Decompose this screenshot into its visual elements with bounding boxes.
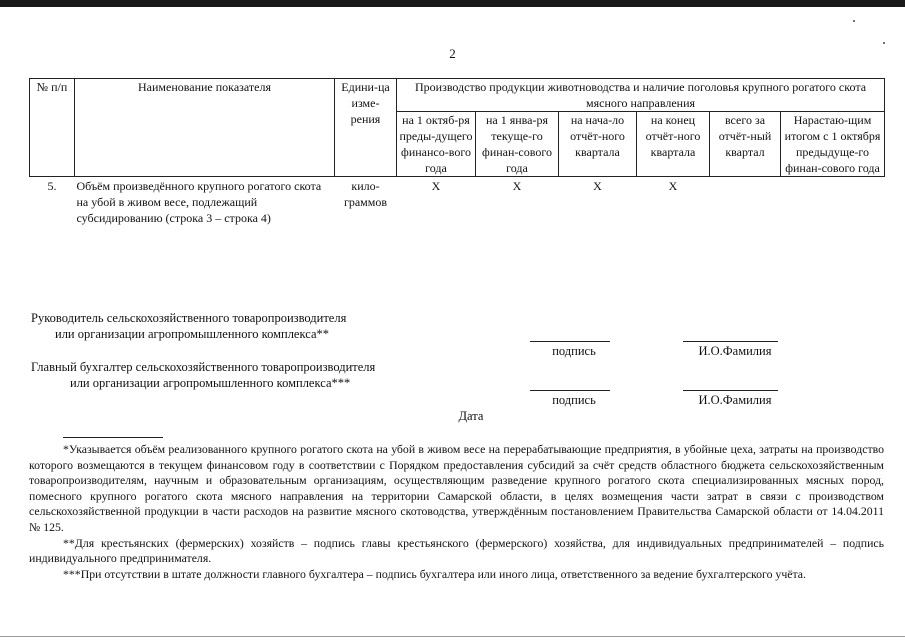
acct-sign-label: подпись (552, 393, 596, 407)
row-cell-oct-prev: Х (397, 177, 476, 227)
row-cell-q-start: Х (559, 177, 637, 227)
acct-signer-line1: Главный бухгалтер сельскохозяйственного товаропроизводителя (31, 360, 376, 374)
indicator-table (29, 78, 885, 226)
acct-name-line (683, 390, 778, 391)
date-label: Дата (458, 409, 484, 423)
col-q-end-header: на конец отчёт-ного квартала (637, 112, 710, 177)
col-q-start-header: на нача-ло отчёт-ного квартала (559, 112, 637, 177)
row-cell-q-total (710, 177, 781, 227)
acct-name-label: И.О.Фамилия (698, 393, 772, 407)
footnote-separator (63, 437, 163, 438)
footnote-1: *Указывается объём реализованного крупного рогатого скота на убой в живом весе на перерабатывающие предприятия, в убойные цеха, затраты на производство которого возмещаются в текущем финансовом году в соответствии с Порядком предоставления субсидий за счёт средств областного бюджета сельскохозяйственным товаропроизводителям, научным и образовательным организациям, осуществляющим разведение крупного рогатого скота специализированных мясных пород, помесного крупного рогатого скота мясного направления на территории Самарской области, в целях возмещения части затрат в связи с производством сельскохозяйственной продукции в части расходов на развитие мясного скотоводства, утверждённым постановлением Правительства Самарской области от 14.04.2011 № 125. (29, 442, 884, 534)
row-cell-cumulative (781, 177, 885, 227)
footnotes (29, 442, 884, 582)
row-cell-q-end: Х (637, 177, 710, 227)
footnote-3: ***При отсутствии в штате должности главного бухгалтера – подпись бухгалтера или иного лица, ответственного за ведение бухгалтерского учёта. (63, 566, 806, 581)
col-unit-header: Едини-ца изме-рения (335, 79, 397, 177)
head-signer-line1: Руководитель сельскохозяйственного товаропроизводителя (31, 311, 347, 325)
page-number: 2 (449, 46, 456, 61)
head-sign-label: подпись (552, 344, 596, 358)
acct-sign-line (530, 390, 610, 391)
head-name-line (683, 341, 778, 342)
footnote-2: **Для крестьянских (фермерских) хозяйств – подпись главы крестьянского (фермерского) хозяйства, для индивидуальных предпринимателей – подпись индивидуального предпринимателя. (29, 535, 884, 566)
col-name-header: Наименование показателя (75, 79, 335, 177)
col-q-total-header: всего за отчёт-ный квартал (710, 112, 781, 177)
col-cumulative-header: Нарастаю-щим итогом с 1 октября предыдуще-го финан-сового года (781, 112, 885, 177)
head-signer-line2: или организации агропромышленного комплекса** (55, 327, 329, 341)
scan-bottom-edge (0, 636, 905, 637)
table-row (30, 177, 885, 227)
row-cell-jan-curr: Х (476, 177, 559, 227)
acct-signer-line2: или организации агропромышленного комплекса*** (70, 376, 351, 390)
scan-speck (853, 20, 855, 22)
scan-speck (883, 42, 885, 44)
row-name: Объём произведённого крупного рогатого скота на убой в живом весе, подлежащий субсидированию (строка 3 – строка 4) (75, 177, 335, 227)
col-num-header: № п/п (30, 79, 75, 177)
scan-top-border (0, 0, 905, 7)
head-name-label: И.О.Фамилия (698, 344, 772, 358)
row-unit: кило-граммов (335, 177, 397, 227)
group-header: Производство продукции животноводства и наличие поголовья крупного рогатого скота мясного направления (397, 79, 885, 112)
col-oct-prev-header: на 1 октяб-ря преды-дущего финансо-вого года (397, 112, 476, 177)
header-row (30, 79, 885, 112)
col-jan-curr-header: на 1 янва-ря текуще-го финан-сового года (476, 112, 559, 177)
row-num: 5. (30, 177, 75, 227)
head-sign-line (530, 341, 610, 342)
